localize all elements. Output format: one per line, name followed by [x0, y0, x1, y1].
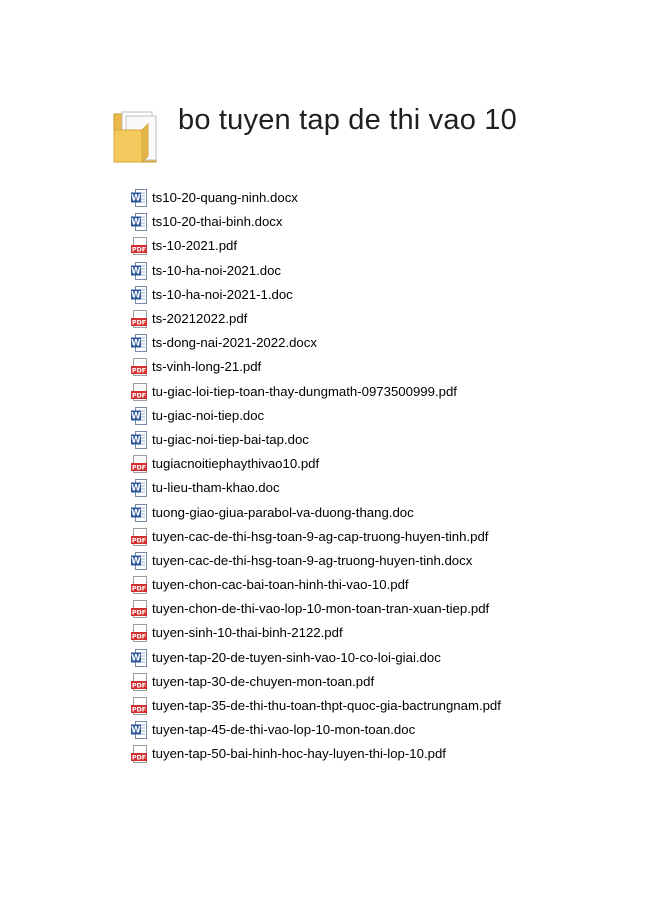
pdf-file-icon	[131, 600, 147, 618]
file-item[interactable]	[131, 210, 501, 234]
word-file-icon	[131, 504, 147, 522]
svg-text:W: W	[131, 290, 141, 301]
file-item[interactable]	[131, 476, 501, 500]
file-name: ts-20212022.pdf	[152, 311, 248, 327]
file-item[interactable]	[131, 549, 501, 573]
word-file-icon	[131, 552, 147, 570]
file-item[interactable]	[131, 307, 501, 331]
file-name: tuyen-tap-20-de-tuyen-sinh-vao-10-co-loi-giai.doc	[152, 649, 441, 665]
pdf-file-icon	[131, 383, 147, 401]
file-name: ts-10-2021.pdf	[152, 238, 238, 254]
svg-text:W: W	[131, 193, 141, 204]
word-file-icon	[131, 431, 147, 449]
file-name: ts-10-ha-noi-2021.doc	[152, 262, 282, 278]
file-name: tu-giac-noi-tiep-bai-tap.doc	[152, 431, 309, 447]
file-item[interactable]	[131, 283, 501, 307]
pdf-file-icon	[131, 576, 147, 594]
word-file-icon	[131, 407, 147, 425]
file-name: ts-10-ha-noi-2021-1.doc	[152, 286, 293, 302]
word-file-icon	[131, 334, 147, 352]
svg-text:PDF: PDF	[131, 705, 147, 714]
svg-text:W: W	[131, 435, 141, 446]
word-file-icon	[131, 262, 147, 280]
file-item[interactable]	[131, 404, 501, 428]
file-name: tuyen-tap-50-bai-hinh-hoc-hay-luyen-thi-lop-10.pdf	[152, 746, 446, 762]
svg-text:W: W	[131, 653, 141, 664]
svg-text:W: W	[131, 483, 141, 494]
file-item[interactable]	[131, 670, 501, 694]
file-item[interactable]	[131, 259, 501, 283]
svg-text:W: W	[131, 338, 141, 349]
file-name: tuyen-tap-30-de-chuyen-mon-toan.pdf	[152, 673, 375, 689]
file-name: tuyen-sinh-10-thai-binh-2122.pdf	[152, 625, 343, 641]
file-item[interactable]	[131, 694, 501, 718]
pdf-file-icon	[131, 358, 147, 376]
svg-text:PDF: PDF	[131, 584, 147, 593]
file-name: tuyen-tap-35-de-thi-thu-toan-thpt-quoc-gia-bactrungnam.pdf	[152, 698, 501, 714]
pdf-file-icon	[131, 745, 147, 763]
file-item[interactable]	[131, 646, 501, 670]
file-item[interactable]	[131, 525, 501, 549]
file-name: tu-lieu-tham-khao.doc	[152, 480, 280, 496]
folder-with-pdf-icon[interactable]	[112, 108, 162, 164]
word-file-icon	[131, 213, 147, 231]
svg-text:PDF: PDF	[131, 391, 147, 400]
word-file-icon	[131, 189, 147, 207]
file-name: tuong-giao-giua-parabol-va-duong-thang.doc	[152, 504, 414, 520]
file-name: tuyen-chon-de-thi-vao-lop-10-mon-toan-tran-xuan-tiep.pdf	[152, 601, 490, 617]
file-item[interactable]	[131, 597, 501, 621]
file-item[interactable]	[131, 742, 501, 766]
file-name: tu-giac-loi-tiep-toan-thay-dungmath-0973500999.pdf	[152, 383, 457, 399]
svg-text:W: W	[131, 556, 141, 567]
file-name: tuyen-tap-45-de-thi-vao-lop-10-mon-toan.doc	[152, 722, 416, 738]
file-name: ts-dong-nai-2021-2022.docx	[152, 335, 317, 351]
pdf-file-icon	[131, 673, 147, 691]
svg-text:W: W	[131, 411, 141, 422]
svg-text:PDF: PDF	[131, 608, 147, 617]
pdf-file-icon	[131, 624, 147, 642]
file-item[interactable]	[131, 718, 501, 742]
svg-text:PDF: PDF	[131, 681, 147, 690]
svg-text:PDF: PDF	[131, 245, 147, 254]
file-name: tu-giac-noi-tiep.doc	[152, 407, 265, 423]
word-file-icon	[131, 286, 147, 304]
svg-text:PDF: PDF	[131, 753, 147, 762]
word-file-icon	[131, 649, 147, 667]
svg-text:PDF: PDF	[131, 318, 147, 327]
file-item[interactable]	[131, 186, 501, 210]
pdf-file-icon	[131, 528, 147, 546]
svg-text:PDF: PDF	[131, 366, 147, 375]
file-list	[131, 186, 501, 767]
file-item[interactable]	[131, 428, 501, 452]
file-item[interactable]	[131, 500, 501, 524]
file-item[interactable]	[131, 355, 501, 379]
file-name: tuyen-cac-de-thi-hsg-toan-9-ag-truong-huyen-tinh.docx	[152, 552, 473, 568]
file-name: tuyen-cac-de-thi-hsg-toan-9-ag-cap-truong-huyen-tinh.pdf	[152, 528, 489, 544]
file-name: ts10-20-thai-binh.docx	[152, 214, 283, 230]
svg-text:W: W	[131, 217, 141, 228]
file-item[interactable]	[131, 573, 501, 597]
file-item[interactable]	[131, 380, 501, 404]
svg-text:PDF: PDF	[131, 463, 147, 472]
file-item[interactable]	[131, 234, 501, 258]
word-file-icon	[131, 479, 147, 497]
svg-text:W: W	[131, 508, 141, 519]
folder-title: bo tuyen tap de thi vao 10	[178, 104, 517, 136]
pdf-file-icon	[131, 237, 147, 255]
file-name: ts-vinh-long-21.pdf	[152, 359, 262, 375]
pdf-file-icon	[131, 310, 147, 328]
pdf-file-icon	[131, 455, 147, 473]
file-item[interactable]	[131, 621, 501, 645]
folder-header	[112, 100, 612, 170]
file-item[interactable]	[131, 452, 501, 476]
file-name: tuyen-chon-cac-bai-toan-hinh-thi-vao-10.pdf	[152, 577, 409, 593]
file-name: tugiacnoitiephaythivao10.pdf	[152, 456, 320, 472]
pdf-file-icon	[131, 697, 147, 715]
svg-text:W: W	[131, 266, 141, 277]
file-item[interactable]	[131, 331, 501, 355]
svg-text:W: W	[131, 725, 141, 736]
file-name: ts10-20-quang-ninh.docx	[152, 190, 298, 206]
svg-text:PDF: PDF	[131, 632, 147, 641]
svg-text:PDF: PDF	[131, 536, 147, 545]
word-file-icon	[131, 721, 147, 739]
